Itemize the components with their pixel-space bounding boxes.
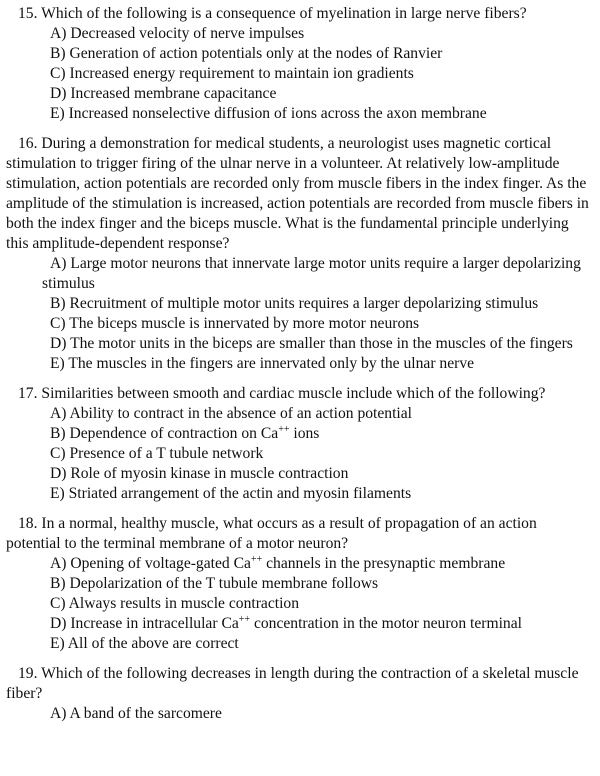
answer-option: A) A band of the sarcomere [50,705,222,722]
answer-option [6,424,594,444]
answer-option [6,554,594,574]
option-text-suffix: channels in the presynaptic membrane [262,555,506,572]
answer-option: C) The biceps muscle is innervated by more motor neurons [50,315,420,332]
option-text: D) Increase in intracellular Ca [50,615,239,632]
answer-option: A) Decreased velocity of nerve impulses [50,25,305,42]
answer-option: A) Large motor neurons that innervate large motor units require a larger depolarizing stimulus [42,255,581,292]
option-text: B) Dependence of contraction on Ca [50,425,279,442]
question-15 [6,4,594,124]
answer-option: C) Presence of a T tubule network [50,445,264,462]
answer-option: C) Always results in muscle contraction [50,595,300,612]
answer-option: E) Striated arrangement of the actin and myosin filaments [50,485,412,502]
answer-option: D) Role of myosin kinase in muscle contraction [50,465,349,482]
answer-option: A) Ability to contract in the absence of an action potential [50,405,413,422]
answer-option: D) The motor units in the biceps are smaller than those in the muscles of the fingers [50,335,573,352]
answer-option [6,614,594,634]
answer-option: B) Generation of action potentials only at the nodes of Ranvier [50,45,443,62]
superscript: ++ [238,614,251,625]
answer-option: E) The muscles in the fingers are innervated only by the ulnar nerve [50,355,475,372]
answer-option: E) Increased nonselective diffusion of ions across the axon membrane [50,105,487,122]
answer-option: C) Increased energy requirement to maintain ion gradients [50,65,414,82]
question-stem: 18. In a normal, healthy muscle, what occurs as a result of propagation of an action potential to the terminal membrane of a motor neuron? [6,515,537,552]
question-stem: 17. Similarities between smooth and cardiac muscle include which of the following? [18,385,546,402]
superscript: ++ [278,424,290,435]
option-text-suffix: ions [289,425,320,442]
question-stem: 15. Which of the following is a consequence of myelination in large nerve fibers? [18,5,527,22]
question-17 [6,384,594,504]
superscript: ++ [250,554,263,565]
question-18 [6,514,594,654]
option-text: A) Opening of voltage-gated Ca [50,555,251,572]
answer-option: B) Recruitment of multiple motor units requires a larger depolarizing stimulus [50,295,539,312]
question-19 [6,664,594,724]
question-16 [6,134,594,374]
answer-option: D) Increased membrane capacitance [50,85,277,102]
answer-option: B) Depolarization of the T tubule membrane follows [50,575,379,592]
option-text-suffix: concentration in the motor neuron terminal [250,615,522,632]
question-stem: 16. During a demonstration for medical students, a neurologist uses magnetic cortical stimulation to trigger firing of the ulnar nerve in a volunteer. At relatively low-amplitude stimulation, action potentials are recorded only from muscle fibers in the index finger. As the amplitude of the stimulation is increased, action potentials are recorded from muscle fibers in both the index finger and the biceps muscle. What is the fundamental principle underlying this amplitude-dependent response? [6,135,589,252]
question-stem: 19. Which of the following decreases in length during the contraction of a skeletal muscle fiber? [6,665,579,702]
answer-option: E) All of the above are correct [50,635,239,652]
